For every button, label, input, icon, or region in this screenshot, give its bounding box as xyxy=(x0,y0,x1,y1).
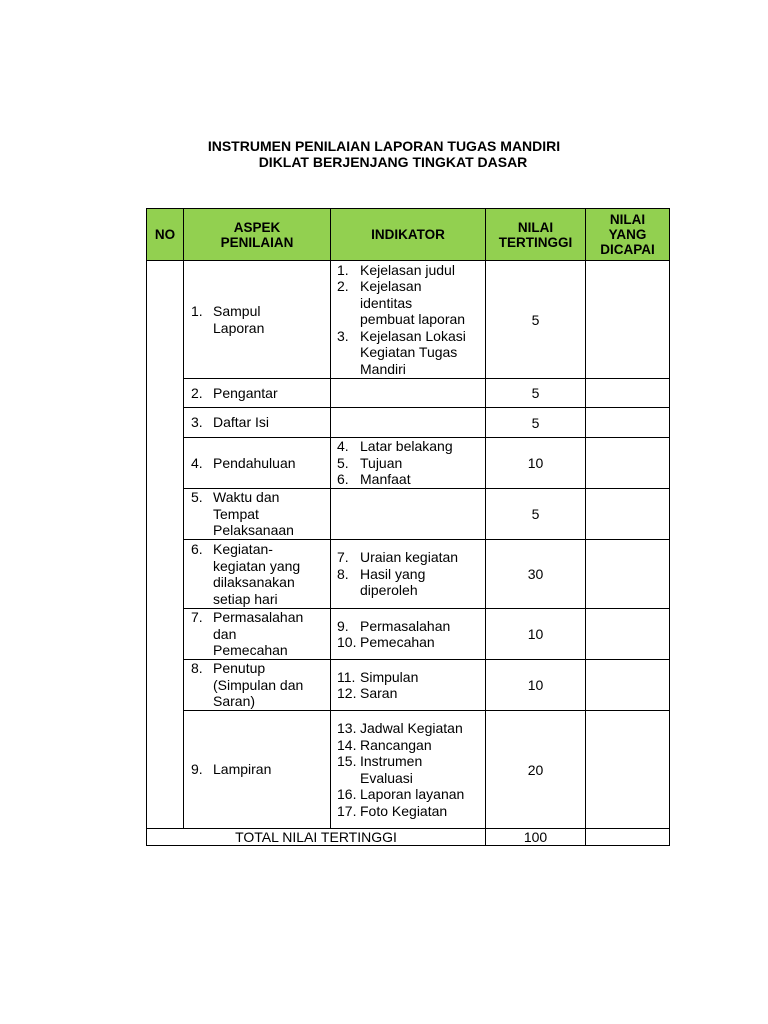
nilai-dicapai-cell[interactable] xyxy=(586,489,670,540)
table-row xyxy=(147,711,670,829)
indikator-number: 11. xyxy=(337,668,356,685)
indikator-text: Evaluasi xyxy=(360,769,413,786)
aspek-cell xyxy=(184,660,331,711)
indikator-number: 13. xyxy=(337,720,357,736)
nilai-dicapai-cell[interactable] xyxy=(586,408,670,438)
indikator-number: 14. xyxy=(337,736,357,753)
table-row xyxy=(147,379,670,408)
indikator-text: Latar belakang xyxy=(360,438,453,455)
total-value: 100 xyxy=(486,829,586,846)
header-no: NO xyxy=(147,209,184,261)
total-dicapai-cell[interactable] xyxy=(586,829,670,846)
indikator-text: Jadwal Kegiatan xyxy=(360,720,463,736)
indikator-number: 17. xyxy=(337,802,357,819)
indikator-number: 5. xyxy=(337,454,349,471)
indikator-cell xyxy=(331,540,486,609)
indikator-item xyxy=(331,786,485,803)
title-line-2: DIKLAT BERJENJANG TINGKAT DASAR xyxy=(258,154,528,170)
indikator-number: 15. xyxy=(337,753,357,769)
table-row xyxy=(147,540,670,609)
aspek-number: 3. xyxy=(191,414,203,431)
table-row xyxy=(147,408,670,438)
aspek-label: Permasalahan xyxy=(213,609,304,625)
aspek-number: 1. xyxy=(191,303,203,319)
indikator-item xyxy=(331,685,485,702)
indikator-text: Permasalahan xyxy=(360,617,451,634)
indikator-number: 10. xyxy=(337,634,357,650)
aspek-cell xyxy=(184,711,331,829)
header-nilai-tertinggi: NILAI TERTINGGI xyxy=(486,209,586,261)
indikator-number: 9. xyxy=(337,617,349,634)
indikator-text: Kegiatan Tugas xyxy=(360,344,458,361)
indikator-text: Foto Kegiatan xyxy=(360,802,448,819)
aspek-label: kegiatan yang xyxy=(213,557,301,574)
indikator-text: diperoleh xyxy=(360,582,418,599)
indikator-item xyxy=(331,549,485,566)
header-indikator: INDIKATOR xyxy=(331,209,486,261)
aspek-label: Kegiatan- xyxy=(213,541,273,557)
aspek-number: 8. xyxy=(191,660,203,676)
indikator-text: Pemecahan xyxy=(360,634,435,650)
indikator-item xyxy=(331,803,485,820)
nilai-tertinggi-cell: 5 xyxy=(486,379,586,408)
indikator-text: Simpulan xyxy=(360,668,419,685)
aspek-cell xyxy=(184,261,331,379)
indikator-cell xyxy=(331,379,486,408)
table-row xyxy=(147,438,670,489)
document-title xyxy=(0,138,768,170)
indikator-text: Kejelasan Lokasi xyxy=(360,327,466,344)
aspek-label: Pelaksanaan xyxy=(213,522,294,539)
indikator-item xyxy=(331,438,485,455)
indikator-number: 16. xyxy=(337,786,357,802)
aspek-label: Pendahuluan xyxy=(213,454,296,471)
nilai-dicapai-cell[interactable] xyxy=(586,609,670,660)
indikator-text: Rancangan xyxy=(360,736,432,753)
table-row xyxy=(147,609,670,660)
indikator-item xyxy=(331,278,485,328)
assessment-table xyxy=(146,208,670,846)
indikator-item xyxy=(331,720,485,737)
indikator-text: Instrumen xyxy=(360,753,423,769)
indikator-cell xyxy=(331,711,486,829)
indikator-text: Kejelasan judul xyxy=(360,261,455,278)
indikator-item xyxy=(331,566,485,599)
nilai-dicapai-cell[interactable] xyxy=(586,660,670,711)
nilai-tertinggi-cell: 10 xyxy=(486,438,586,489)
aspek-number: 2. xyxy=(191,384,203,401)
aspek-label: setiap hari xyxy=(213,590,278,607)
indikator-number: 7. xyxy=(337,549,349,566)
aspek-label: Lampiran xyxy=(213,761,272,778)
nilai-tertinggi-cell: 20 xyxy=(486,711,586,829)
aspek-cell xyxy=(184,438,331,489)
indikator-item xyxy=(331,737,485,754)
indikator-cell xyxy=(331,438,486,489)
aspek-label: Sampul xyxy=(213,303,261,319)
indikator-cell xyxy=(331,609,486,660)
header-nilai-dicapai: NILAI YANG DICAPAI xyxy=(586,209,670,261)
indikator-number: 12. xyxy=(337,685,357,701)
aspek-cell xyxy=(184,408,331,438)
table-row xyxy=(147,660,670,711)
table-row xyxy=(147,261,670,379)
indikator-text: Mandiri xyxy=(360,360,406,377)
indikator-item xyxy=(331,455,485,472)
nilai-dicapai-cell[interactable] xyxy=(586,261,670,379)
title-line-1: INSTRUMEN PENILAIAN LAPORAN TUGAS MANDIRI xyxy=(207,138,561,154)
indikator-item xyxy=(331,634,485,651)
indikator-text: Tujuan xyxy=(360,454,403,471)
aspek-number: 7. xyxy=(191,609,203,625)
indikator-number: 3. xyxy=(337,327,349,344)
nilai-dicapai-cell[interactable] xyxy=(586,540,670,609)
total-row xyxy=(147,829,670,846)
indikator-item xyxy=(331,471,485,488)
aspek-label: Tempat xyxy=(213,505,259,522)
aspek-cell xyxy=(184,379,331,408)
indikator-text: Manfaat xyxy=(360,471,411,488)
indikator-item xyxy=(331,262,485,279)
aspek-cell xyxy=(184,540,331,609)
indikator-cell xyxy=(331,489,486,540)
aspek-number: 6. xyxy=(191,541,203,557)
indikator-text: Uraian kegiatan xyxy=(360,549,459,566)
indikator-text: Kejelasan xyxy=(360,278,422,295)
aspek-cell xyxy=(184,609,331,660)
aspek-label: Pemecahan xyxy=(213,642,288,658)
aspek-cell xyxy=(184,489,331,540)
indikator-number: 4. xyxy=(337,438,349,455)
indikator-item xyxy=(331,669,485,686)
nilai-tertinggi-cell: 5 xyxy=(486,261,586,379)
indikator-text: Saran xyxy=(360,685,398,701)
no-cell xyxy=(147,261,184,829)
nilai-dicapai-cell[interactable] xyxy=(586,379,670,408)
aspek-label: dan xyxy=(213,625,237,642)
aspek-label: Penutup xyxy=(213,660,266,676)
indikator-cell xyxy=(331,408,486,438)
aspek-label: Saran) xyxy=(213,693,256,709)
nilai-tertinggi-cell: 10 xyxy=(486,660,586,711)
indikator-item xyxy=(331,328,485,378)
indikator-number: 8. xyxy=(337,565,349,582)
nilai-tertinggi-cell: 10 xyxy=(486,609,586,660)
indikator-number: 1. xyxy=(337,261,349,278)
header-aspek: ASPEK PENILAIAN xyxy=(184,209,331,261)
indikator-number: 6. xyxy=(337,471,349,488)
nilai-tertinggi-cell: 5 xyxy=(486,489,586,540)
nilai-tertinggi-cell: 5 xyxy=(486,408,586,438)
nilai-dicapai-cell[interactable] xyxy=(586,438,670,489)
indikator-text: Hasil yang xyxy=(360,565,426,582)
indikator-cell xyxy=(331,660,486,711)
indikator-item xyxy=(331,753,485,786)
aspek-label: dilaksanakan xyxy=(213,574,295,590)
aspek-label: Laporan xyxy=(213,319,265,336)
indikator-number: 2. xyxy=(337,278,349,295)
aspek-label: Pengantar xyxy=(213,384,278,401)
table-header-row xyxy=(147,209,670,261)
aspek-number: 4. xyxy=(191,454,203,471)
nilai-tertinggi-cell: 30 xyxy=(486,540,586,609)
indikator-cell xyxy=(331,261,486,379)
aspek-label: (Simpulan dan xyxy=(213,676,304,693)
total-label: TOTAL NILAI TERTINGGI xyxy=(147,829,486,846)
indikator-text: identitas xyxy=(360,294,413,311)
aspek-number: 9. xyxy=(191,761,203,778)
indikator-text: pembuat laporan xyxy=(360,311,466,328)
nilai-dicapai-cell[interactable] xyxy=(586,711,670,829)
aspek-number: 5. xyxy=(191,489,203,506)
aspek-label: Daftar Isi xyxy=(213,414,270,431)
indikator-text: Laporan layanan xyxy=(360,786,465,802)
indikator-item xyxy=(331,618,485,635)
aspek-label: Waktu dan xyxy=(213,489,280,506)
table-row xyxy=(147,489,670,540)
